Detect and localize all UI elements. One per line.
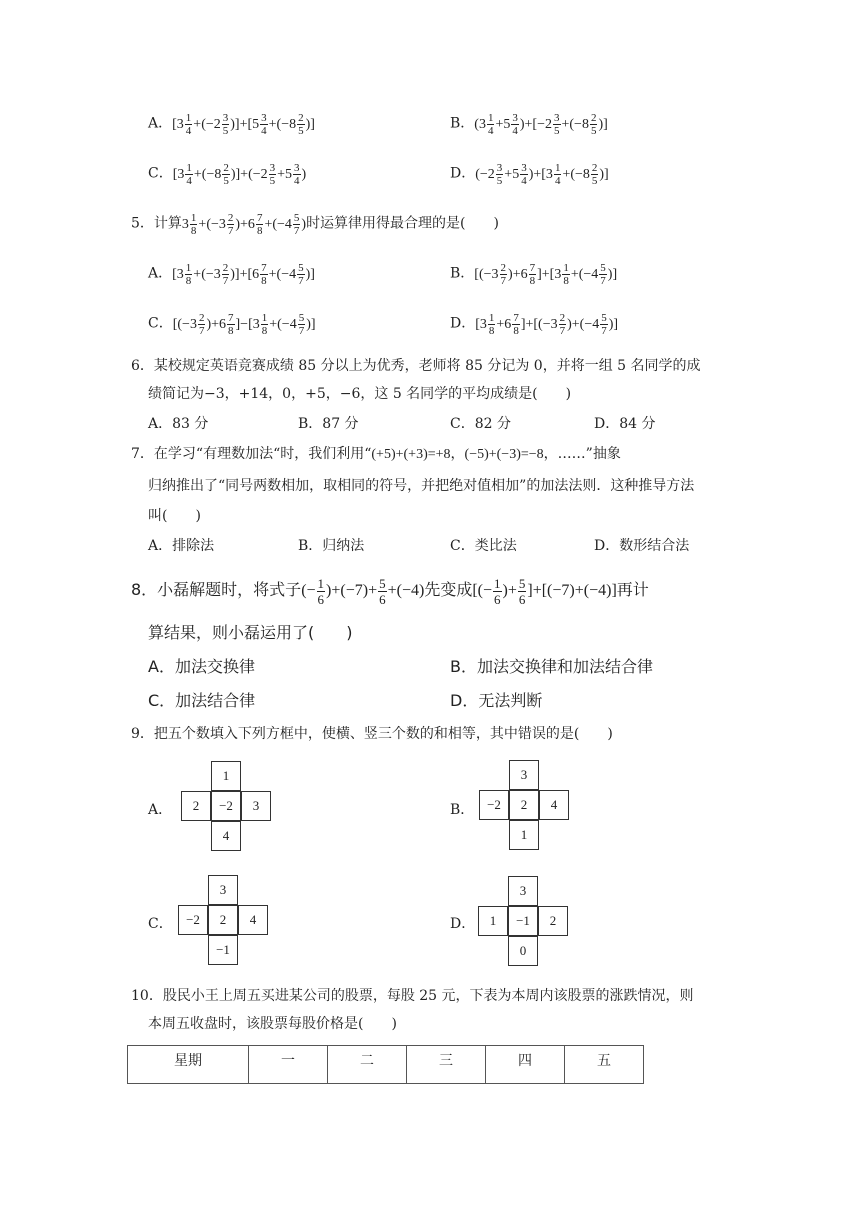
q8-line1: 8．小磊解题时，将式子(− $\frac{1}{6}$ )+(−7)+ $\frac{5}{6}$ +(−4)先变成[(− $\frac{1}{6}$ )+ $\frac{5}{6}$ ]+[(−7)+(−4)]再计 <box>131 576 649 607</box>
q9-label-b: B． <box>450 802 475 818</box>
grid-cell-top: 3 <box>208 875 238 905</box>
grid-cell-bottom: 0 <box>508 936 538 966</box>
q6-option-a: A．83 分 <box>148 416 209 432</box>
grid-cell-right: 4 <box>539 790 569 820</box>
q7-line3: 叫( ) <box>148 508 201 524</box>
table-header-row <box>128 1046 644 1084</box>
grid-cell-left: −2 <box>178 905 208 935</box>
grid-cell-center: 2 <box>509 790 539 820</box>
grid-cell-right: 2 <box>538 906 568 936</box>
q7-option-c: C．类比法 <box>450 538 517 554</box>
grid-cell-center: −1 <box>508 906 538 936</box>
table-header-cell: 星期 <box>128 1046 249 1084</box>
q4-option-c: C．[3 $\frac{1}{4}$ +(−8 $\frac{2}{5}$ )]+(−2 $\frac{3}{5}$ +5 $\frac{3}{4}$ ) <box>148 162 307 187</box>
grid-cell-right: 3 <box>241 791 271 821</box>
q8-option-a: A．加法交换律 <box>148 657 255 676</box>
q6-option-c: C．82 分 <box>450 416 511 432</box>
grid-cell-top: 3 <box>509 760 539 790</box>
q5-stem: 5．计算3 $\frac{1}{8}$ +(−3 $\frac{2}{7}$ )+6 $\frac{7}{8}$ +(−4 $\frac{5}{7}$ )时运算律用得最合理的是( ) <box>131 212 499 237</box>
q8-option-c: C．加法结合律 <box>148 691 256 710</box>
grid-cell-center: 2 <box>208 905 238 935</box>
table-header-cell: 二 <box>328 1046 407 1084</box>
q4-option-b: B．(3 $\frac{1}{4}$ +5 $\frac{3}{4}$ )+[−2 $\frac{3}{5}$ +(−8 $\frac{2}{5}$ )] <box>450 112 608 137</box>
q7-line2: 归纳推出了“同号两数相加，取相同的符号，并把绝对值相加”的加法法则．这种推导方法 <box>148 478 695 494</box>
grid-cell-bottom: −1 <box>208 935 238 965</box>
q6-option-b: B．87 分 <box>298 416 359 432</box>
q9-label-c: C． <box>148 916 173 932</box>
table-header-cell: 四 <box>486 1046 565 1084</box>
stock-change-table <box>127 1045 644 1084</box>
grid-cell-left: 2 <box>181 791 211 821</box>
q9-label-d: D． <box>450 916 476 932</box>
table-header-cell: 五 <box>565 1046 644 1084</box>
grid-cell-right: 4 <box>238 905 268 935</box>
q8-option-d: D．无法判断 <box>450 691 543 710</box>
q6-line2: 绩简记为−3，+14，0，+5，−6，这 5 名同学的平均成绩是( ) <box>148 386 572 402</box>
grid-cell-center: −2 <box>211 791 241 821</box>
q10-line1: 10．股民小王上周五买进某公司的股票，每股 25 元，下表为本周内该股票的涨跌情况，则 <box>131 988 694 1004</box>
grid-cell-top: 1 <box>211 761 241 791</box>
q7-line1: 7．在学习“有理数加法“时，我们利用“(+5)+(+3)=+8，(−5)+(−3)=−8，……”抽象 <box>131 446 621 462</box>
q6-option-d: D．84 分 <box>594 416 656 432</box>
q8-option-b: B．加法交换律和加法结合律 <box>450 657 653 676</box>
q4-option-d: D．(−2 $\frac{3}{5}$ +5 $\frac{3}{4}$ )+[3 $\frac{1}{4}$ +(−8 $\frac{2}{5}$ )] <box>450 162 609 187</box>
q8-line2: 算结果，则小磊运用了( ) <box>148 623 353 642</box>
grid-cell-left: −2 <box>479 790 509 820</box>
q4-option-a: A．[3 $\frac{1}{4}$ +(−2 $\frac{3}{5}$ )]+[5 $\frac{3}{4}$ +(−8 $\frac{2}{5}$ )] <box>148 112 315 137</box>
q10-line2: 本周五收盘时，该股票每股价格是( ) <box>148 1016 397 1032</box>
q7-option-a: A．排除法 <box>148 538 215 554</box>
grid-cell-bottom: 1 <box>509 820 539 850</box>
q9-stem: 9．把五个数填入下列方框中，使横、竖三个数的和相等，其中错误的是( ) <box>131 726 613 742</box>
grid-cell-bottom: 4 <box>211 821 241 851</box>
table-header-cell: 一 <box>249 1046 328 1084</box>
q5-option-c: C．[(−3 $\frac{2}{7}$ )+6 $\frac{7}{8}$ ]−[3 $\frac{1}{8}$ +(−4 $\frac{5}{7}$ )] <box>148 312 316 337</box>
grid-cell-left: 1 <box>478 906 508 936</box>
q5-option-d: D．[3 $\frac{1}{8}$ +6 $\frac{7}{8}$ ]+[(−3 $\frac{2}{7}$ )+(−4 $\frac{5}{7}$ )] <box>450 312 619 337</box>
grid-cell-top: 3 <box>508 876 538 906</box>
q7-option-b: B．归纳法 <box>298 538 365 554</box>
q5-option-a: A．[3 $\frac{1}{8}$ +(−3 $\frac{2}{7}$ )]+[6 $\frac{7}{8}$ +(−4 $\frac{5}{7}$ )] <box>148 262 315 287</box>
q7-option-d: D．数形结合法 <box>594 538 690 554</box>
q5-option-b: B．[(−3 $\frac{2}{7}$ )+6 $\frac{7}{8}$ ]+[3 $\frac{1}{8}$ +(−4 $\frac{5}{7}$ )] <box>450 262 618 287</box>
q9-label-a: A． <box>148 802 173 818</box>
q6-line1: 6．某校规定英语竞赛成绩 85 分以上为优秀，老师将 85 分记为 0，并将一组 5 名同学的成 <box>131 358 701 374</box>
table-header-cell: 三 <box>407 1046 486 1084</box>
